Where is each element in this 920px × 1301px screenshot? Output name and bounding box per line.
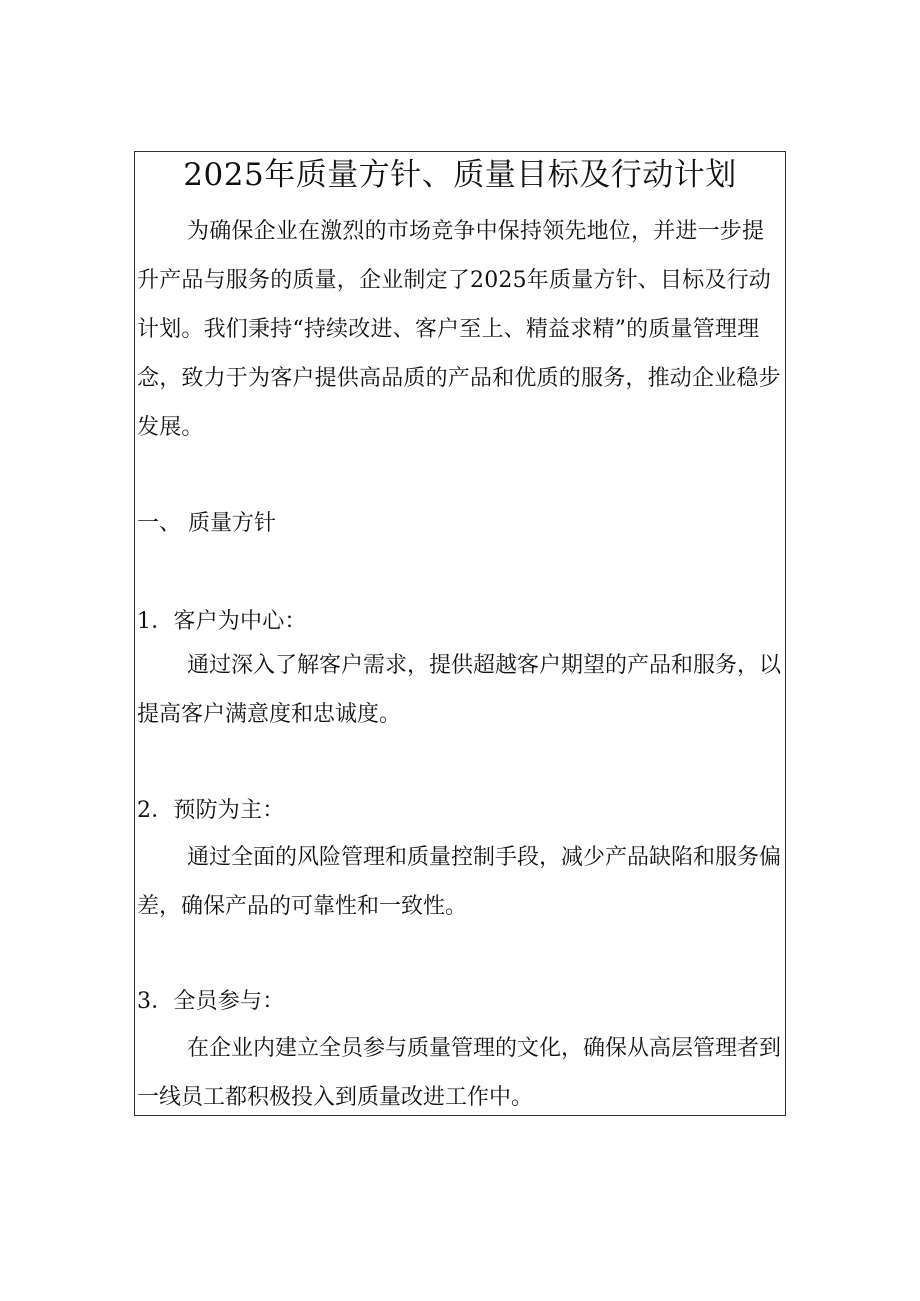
policy-item-body-customer: 通过深入了解客户需求，提供超越客户期望的产品和服务，以提高客户满意度和忠诚度。: [137, 653, 782, 727]
policy-item-body-prevention: 通过全面的风险管理和质量控制手段，减少产品缺陷和服务偏差，确保产品的可靠性和一致性。: [137, 845, 782, 919]
policy-item-heading-participation: 3．全员参与：: [137, 989, 285, 1014]
policy-item-heading-customer: 1．客户为中心：: [137, 609, 307, 634]
policy-item-body-participation: 在企业内建立全员参与质量管理的文化，确保从高层管理者到一线员工都积极投入到质量改进工作中。: [137, 1036, 782, 1110]
document-title: 2025年质量方针、质量目标及行动计划: [183, 157, 737, 193]
policy-item-heading-prevention: 2．预防为主：: [137, 798, 285, 823]
section-heading-quality-policy: 一、 质量方针: [137, 511, 276, 536]
intro-paragraph: 为确保企业在激烈的市场竞争中保持领先地位，并进一步提升产品与服务的质量，企业制定了2025年质量方针、目标及行动计划。我们秉持“持续改进、客户至上、精益求精”的质量管理理念，致力于为客户提供高品质的产品和优质的服务，推动企业稳步发展。: [137, 219, 781, 440]
